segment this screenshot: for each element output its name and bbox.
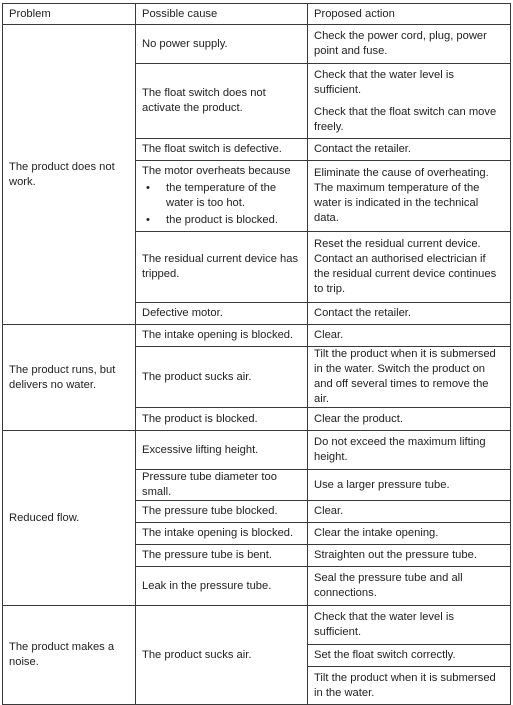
cause-cell: The float switch does not activate the product. [136,64,308,139]
cause-cell: The product sucks air. [136,347,308,408]
action-cell: Clear. [308,325,511,347]
action-cell: Eliminate the cause of overheating. The maximum temperature of the water is indicated in the technical data. [308,161,511,232]
action-cell: Seal the pressure tube and all connections. [308,567,511,606]
action-cell: Set the float switch correctly. [308,645,511,667]
problem-cell: The product runs, but delivers no water. [3,325,136,431]
action-cell [308,64,511,139]
cause-cell: Pressure tube diameter too small. [136,470,308,501]
action-cell: Straighten out the pressure tube. [308,545,511,567]
action-cell: Tilt the product when it is submersed in the water. [308,667,511,705]
header-problem: Problem [3,4,136,25]
cause-cell: Leak in the pressure tube. [136,567,308,606]
action-cell: Contact the retailer. [308,303,511,325]
cause-bullet: • the product is blocked. [142,213,301,228]
table-row [3,606,511,645]
troubleshooting-table [2,3,511,705]
action-cell: Reset the residual current device. Contact an authorised electrician if the residual current device continues to trip. [308,232,511,303]
cause-cell: The float switch is defective. [136,139,308,161]
cause-cell: The intake opening is blocked. [136,523,308,545]
action-cell: Check the power cord, plug, power point and fuse. [308,25,511,64]
action-cell: Use a larger pressure tube. [308,470,511,501]
cause-bullet: • the temperature of the water is too hot. [142,181,301,211]
table-row [3,25,511,64]
action-cell: Tilt the product when it is submersed in the water. Switch the product on and off several times to remove the air. [308,347,511,408]
cause-cell: Excessive lifting height. [136,431,308,470]
cause-cell: The product is blocked. [136,408,308,431]
action-cell: Clear the product. [308,408,511,431]
action-line: Check that the water level is sufficient. [314,68,454,96]
problem-cell: The product makes a noise. [3,606,136,705]
action-cell: Clear the intake opening. [308,523,511,545]
troubleshooting-table-wrapper [2,3,511,705]
cause-cell: The residual current device has tripped. [136,232,308,303]
table-row [3,431,511,470]
problem-cell: Reduced flow. [3,431,136,606]
action-cell: Do not exceed the maximum lifting height. [308,431,511,470]
action-cell: Contact the retailer. [308,139,511,161]
problem-cell: The product does not work. [3,25,136,325]
action-line: Check that the float switch can move freely. [314,105,497,133]
table-body [3,25,511,705]
table-row [3,325,511,347]
header-action: Proposed action [308,4,511,25]
action-cell: Clear. [308,501,511,523]
cause-cell: Defective motor. [136,303,308,325]
cause-cell: The product sucks air. [136,606,308,705]
cause-cell: The pressure tube blocked. [136,501,308,523]
cause-cell [136,161,308,232]
action-cell: Check that the water level is sufficient. [308,606,511,645]
cause-intro: The motor overheats because [142,165,291,177]
cause-cell: The pressure tube is bent. [136,545,308,567]
cause-cell: No power supply. [136,25,308,64]
header-row [3,4,511,25]
header-cause: Possible cause [136,4,308,25]
cause-cell: The intake opening is blocked. [136,325,308,347]
cause-bullet-list [142,181,301,228]
